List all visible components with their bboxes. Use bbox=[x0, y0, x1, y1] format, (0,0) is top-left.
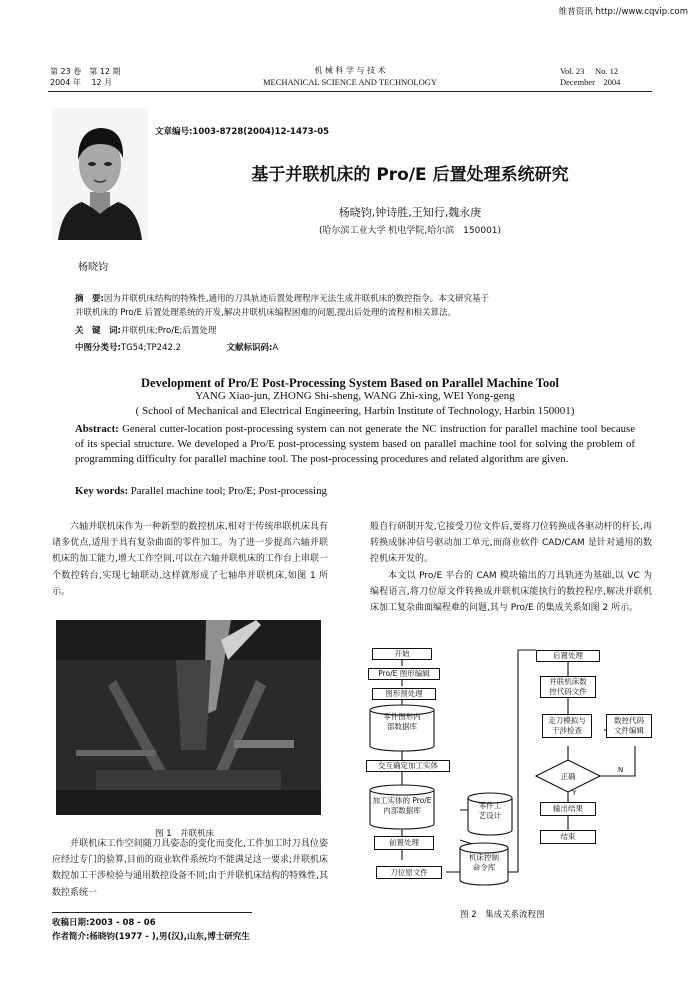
flow-part-db-line2: 部数据库 bbox=[387, 722, 417, 731]
right-col bbox=[370, 519, 652, 616]
flow-correct: 正确 bbox=[560, 772, 576, 781]
right-col-para2: 本文以 Pro/E 平台的 CAM 模块输出的刀具轨迹为基础,以 VC 为编程语言,将刀位原文件转换成并联机床能执行的数控程序,解决并联机床加工复杂曲面编程难的问题,其与 Pro/E 的集成关系如图 2 所示。 bbox=[370, 570, 652, 614]
flow-pre-process: 前置处理 bbox=[374, 836, 434, 850]
header-journal-cn: 机 械 科 学 与 技 术 bbox=[314, 66, 386, 75]
classification bbox=[75, 341, 635, 355]
flow-nc-edit-line1: 数控代码 bbox=[614, 716, 644, 725]
english-abstract-text: General cutter-location post-processing system can not generate the NC instruction for parallel machine tool because of its special structure. We developed a Pro/E post-processing system based on parallel machine tool for solving the problem of programming difficulty for parallel machine tool. The post-processing procedures and related algorithm are given. bbox=[75, 423, 635, 466]
flow-simulation-line2: 干涉检查 bbox=[552, 726, 582, 735]
flow-workpiece-db-line2: 内部数据库 bbox=[383, 806, 421, 815]
header-date-cn: 2004 年 12 月 bbox=[50, 78, 113, 87]
left-col-para2 bbox=[52, 836, 328, 901]
english-keywords-text: Parallel machine tool; Pro/E; Post-processing bbox=[128, 485, 327, 497]
flow-end: 结束 bbox=[540, 830, 596, 844]
footnote-rule bbox=[52, 912, 252, 913]
author-photo bbox=[52, 108, 148, 240]
abstract-cn-label: 摘 要: bbox=[75, 294, 104, 304]
flow-nc-edit-line2: 文件编辑 bbox=[614, 726, 644, 735]
clc-label: 中图分类号: bbox=[75, 343, 121, 353]
left-col-para2-text: 并联机床工作空间随刀具姿态的变化而变化,工件加工时刀具位姿应经过专门的验算,目前的商业软件系统均不能满足这一要求;并联机床数控加工干涉检验与通用数控设备不同;由于并联机床结构的特殊性,其数控系统一 bbox=[52, 839, 328, 898]
flow-part-process bbox=[468, 801, 512, 821]
english-title: Development of Pro/E Post-Processing System Based on Parallel Machine Tool bbox=[141, 376, 559, 390]
flow-part-db bbox=[370, 712, 434, 732]
abstract-cn-text1: 因为并联机床结构的特殊性,通用的刀具轨迹后置处理程序无法生成并联机床的数控指令。本文研究基于 bbox=[103, 294, 490, 304]
flow-simulation bbox=[542, 714, 592, 738]
authors-cn: 杨晓钧,钟诗胜,王知行,魏永庚 bbox=[338, 206, 482, 219]
right-col-para1: 般自行研制开发,它接受刀位文件后,要将刀位转换成各驱动杆的杆长,再转换成脉冲信号驱动加工单元,而商业软件 CAD/CAM 是针对通用的数控机床开发的。 bbox=[370, 522, 652, 565]
flow-part-db-line1: 零件图形内 bbox=[383, 712, 421, 721]
english-authors: YANG Xiao-jun, ZHONG Shi-sheng, WANG Zhi-xing, WEI Yong-geng bbox=[195, 390, 515, 402]
flow-part-process-line2: 艺设计 bbox=[478, 811, 502, 820]
english-keywords bbox=[75, 484, 635, 499]
page-title: 基于并联机床的 Pro/E 后置处理系统研究 bbox=[251, 165, 569, 185]
flow-nc-file-line1: 并联机床数 bbox=[549, 677, 587, 686]
english-keywords-label: Key words: bbox=[75, 485, 129, 497]
footnote-bio: 作者简介:杨晓钧(1977 - ),男(汉),山东,博士研究生 bbox=[52, 932, 250, 942]
header-date-en: December 2004 bbox=[560, 77, 621, 87]
abstract-cn-line1 bbox=[75, 292, 635, 306]
header-volume-en: Vol. 23 No. 12 bbox=[560, 66, 619, 76]
flow-confirm-workpiece: 交互确定加工实体 bbox=[366, 760, 450, 772]
watermark: 维普资讯 http://www.cqvip.com bbox=[558, 7, 688, 17]
flow-workpiece-db-line1: 加工实体的 Pro/E bbox=[372, 796, 432, 805]
flow-machine-ctrl-line1: 机床控制 bbox=[469, 853, 499, 862]
figure-2-caption: 图 2 集成关系流程图 bbox=[460, 910, 545, 920]
flow-nc-file-line2: 控代码文件 bbox=[549, 687, 587, 696]
doc-code-label: 文献标识码: bbox=[226, 343, 273, 353]
doc-code-value: A bbox=[272, 343, 279, 353]
english-abstract-label: Abstract: bbox=[75, 423, 119, 435]
flow-output: 输出结果 bbox=[540, 802, 596, 816]
article-id: 文章编号:1003-8728(2004)12-1473-05 bbox=[155, 127, 330, 137]
left-col-para1 bbox=[52, 519, 328, 600]
header-journal-en: MECHANICAL SCIENCE AND TECHNOLOGY bbox=[262, 77, 437, 87]
english-affiliation: ( School of Mechanical and Electrical Engineering, Harbin Institute of Technology, Harbin 150001) bbox=[135, 405, 575, 417]
header-rule bbox=[48, 91, 652, 92]
footnote-received: 收稿日期:2003 - 08 - 06 bbox=[52, 918, 156, 928]
flow-nc-edit bbox=[606, 714, 652, 738]
flow-yes: Y bbox=[572, 789, 577, 797]
figure-1-caption: 图 1 并联机床 bbox=[155, 829, 215, 839]
english-abstract bbox=[75, 422, 635, 468]
left-col-para1-text: 六轴并联机床作为一种新型的数控机床,相对于传统串联机床具有诸多优点,适用于具有复杂曲面的零件加工。为了进一步提高六轴并联机床的加工能力,增大工作空间,可以在六轴并联机床的工作台上串联一个数控转台,实现七轴联动,这样就形成了七轴串并联机床,如图 1 所示。 bbox=[52, 522, 328, 597]
flow-part-process-line1: 零件工 bbox=[478, 801, 502, 810]
flow-simulation-line1: 走刀模拟与 bbox=[548, 716, 586, 725]
flow-no: N bbox=[618, 766, 624, 774]
figure-1-image bbox=[56, 620, 321, 815]
abstract-cn-text2: 并联机床的 Pro/E 后置处理系统的开发,解决并联机床编程困难的问题,提出后处理的流程和相关算法。 bbox=[75, 308, 457, 318]
keywords-cn-label: 关 键 词: bbox=[75, 326, 121, 336]
flow-machine-ctrl-line2: 命令库 bbox=[472, 863, 496, 872]
photo-caption: 杨晓钧 bbox=[78, 262, 108, 273]
clc-value: TG54;TP242.2 bbox=[120, 343, 182, 353]
keywords-cn bbox=[75, 324, 635, 338]
flow-cl-file: 刀位原文件 bbox=[376, 866, 442, 879]
affiliation-cn: (哈尔滨工业大学 机电学院,哈尔滨 150001) bbox=[318, 226, 502, 236]
flow-machine-ctrl bbox=[460, 853, 508, 873]
flow-start: 开始 bbox=[372, 648, 432, 660]
flow-pro-e-graphics: Pro/E 图形编辑 bbox=[368, 668, 440, 680]
flow-workpiece-db bbox=[368, 796, 436, 816]
flow-graphics-preprocess: 图形预处理 bbox=[372, 688, 436, 700]
flow-post-process: 后置处理 bbox=[536, 650, 600, 662]
keywords-cn-text: 并联机床;Pro/E;后置处理 bbox=[120, 326, 217, 336]
flow-nc-file bbox=[540, 676, 596, 698]
header-volume: 第 23 卷 第 12 期 bbox=[50, 67, 121, 76]
